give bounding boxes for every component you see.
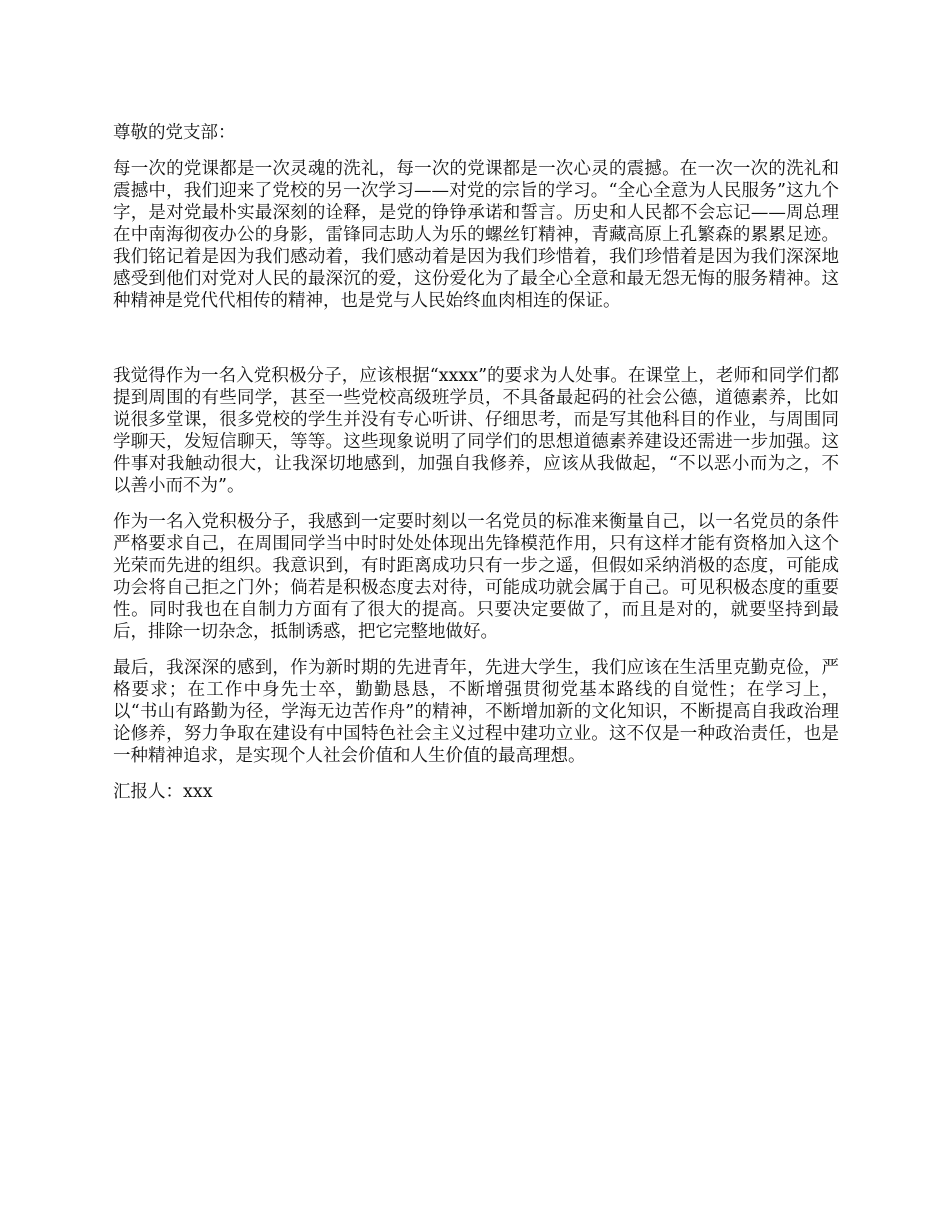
- paragraph-3: 作为一名入党积极分子，我感到一定要时刻以一名党员的标准来衡量自己，以一名党员的条件严格要求自己，在周围同学当中时时处处体现出先锋模范作用，只有这样才能有资格加入这个光荣而先进的组织。我意识到，有时距离成功只有一步之遥，但假如采纳消极的态度，可能成功会将自己拒之门外；倘若是积极态度去对待，可能成功就会属于自己。可见积极态度的重要性。同时我也在自制力方面有了很大的提高。只要决定要做了，而且是对的，就要坚持到最后，排除一切杂念，抵制诱惑，把它完整地做好。: [113, 512, 839, 642]
- paragraph-1: 每一次的党课都是一次灵魂的洗礼，每一次的党课都是一次心灵的震撼。在一次一次的洗礼和震撼中，我们迎来了党校的另一次学习——对党的宗旨的学习。“全心全意为人民服务”这九个字，是对党最朴实最深刻的诠释，是党的铮铮承诺和誓言。历史和人民都不会忘记——周总理在中南海彻夜办公的身影，雷锋同志助人为乐的螺丝钉精神，青藏高原上孔繁森的累累足迹。我们铭记着是因为我们感动着，我们感动着是因为我们珍惜着，我们珍惜着是因为我们深深地感受到他们对党对人民的最深沉的爱，这份爱化为了最全心全意和最无怨无悔的服务精神。这种精神是党代代相传的精神，也是党与人民始终血肉相连的保证。: [113, 159, 839, 311]
- salutation: 尊敬的党支部：: [113, 123, 236, 143]
- paragraph-4: 最后，我深深的感到，作为新时期的先进青年，先进大学生，我们应该在生活里克勤克俭，严格要求；在工作中身先士卒，勤勤恳恳，不断增强贯彻党基本路线的自觉性；在学习上，以“书山有路勤为径，学海无边苦作舟”的精神，不断增加新的文化知识，不断提高自我政治理论修养，努力争取在建设有中国特色社会主义过程中建功立业。这不仅是一种政治责任，也是一种精神追求，是实现个人社会价值和人生价值的最高理想。: [113, 658, 839, 766]
- document-body: [113, 122, 839, 803]
- paragraph-2: 我觉得作为一名入党积极分子，应该根据“xxxx”的要求为人处事。在课堂上，老师和同学们都提到周围的有些同学，甚至一些党校高级班学员，不具备最起码的社会公德，道德素养，比如说很多堂课，很多党校的学生并没有专心听讲、仔细思考，而是写其他科目的作业，与周围同学聊天，发短信聊天，等等。这些现象说明了同学们的思想道德素养建设还需进一步加强。这件事对我触动很大，让我深切地感到，加强自我修养，应该从我做起，“不以恶小而为之，不以善小而不为”。: [113, 366, 839, 496]
- signature: 汇报人：xxx: [113, 782, 213, 802]
